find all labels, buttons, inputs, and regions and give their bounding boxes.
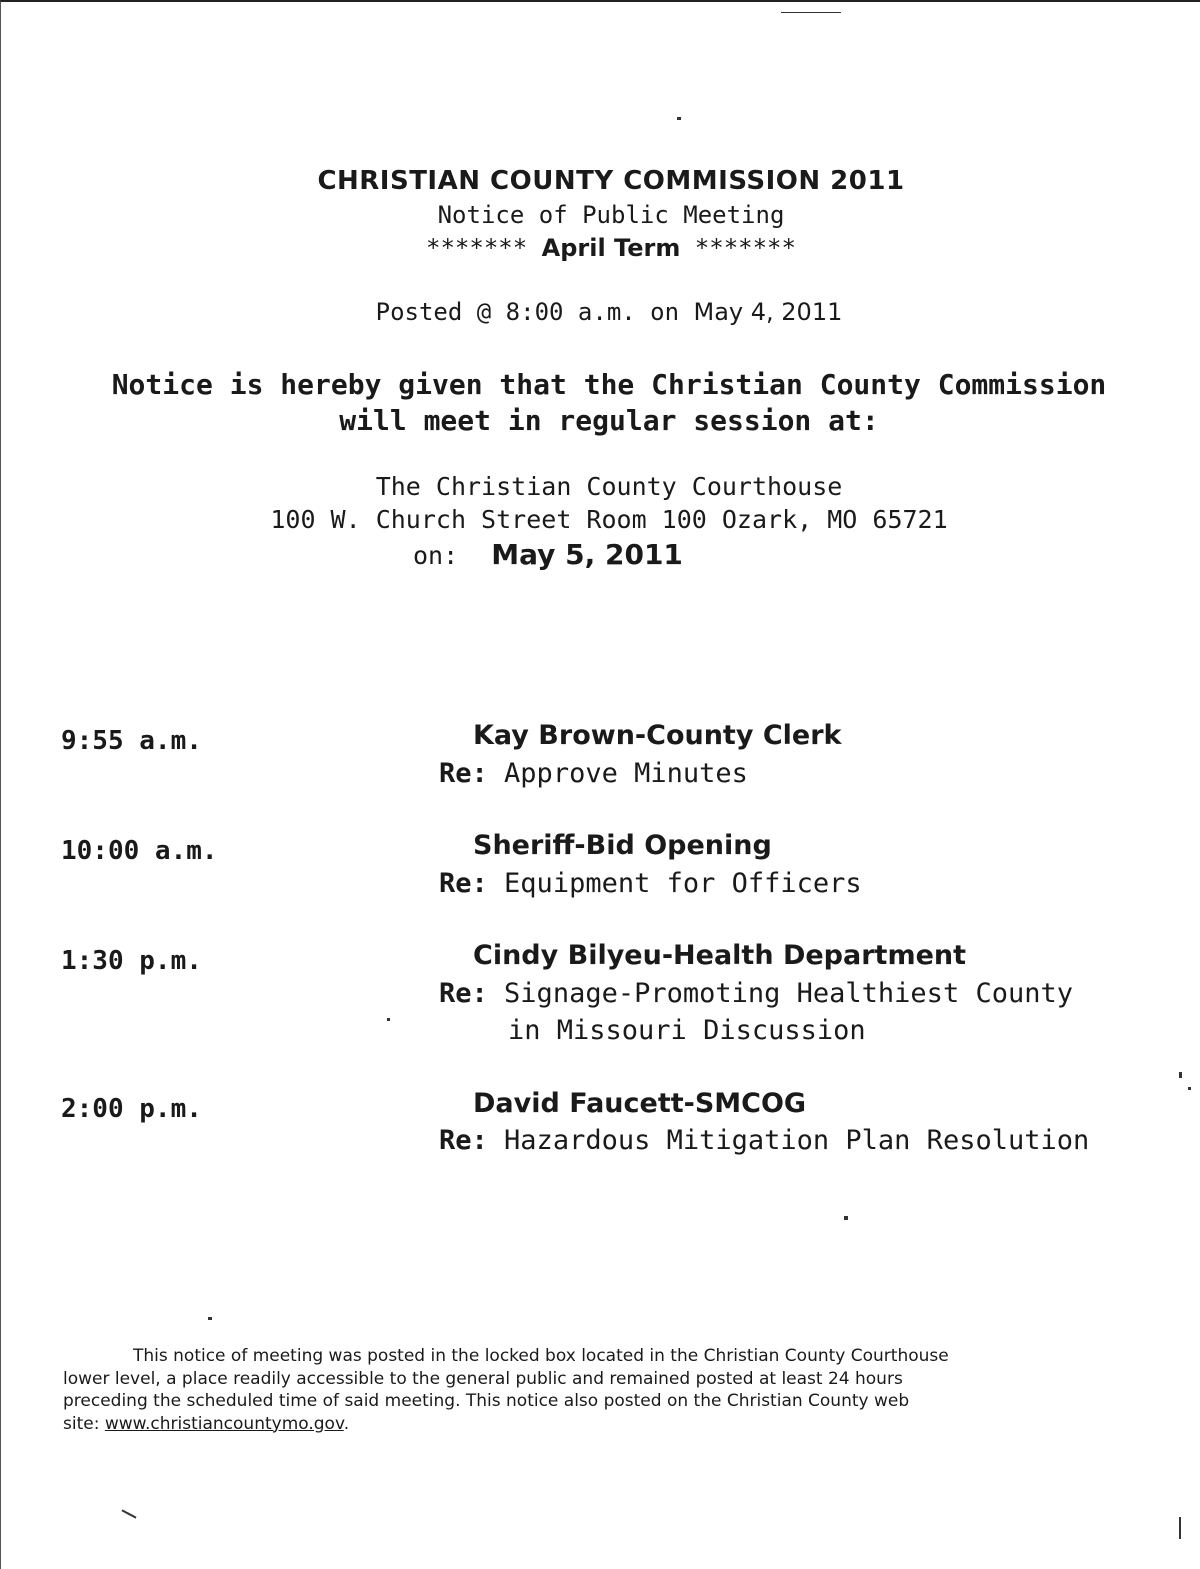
- footer-period: .: [343, 1413, 350, 1434]
- scan-speck: [844, 1216, 848, 1220]
- location-address: 100 W. Church Street Room 100 Ozark, MO 65721: [270, 505, 948, 534]
- stars-left: *******: [426, 234, 528, 262]
- re-label: Re:: [439, 868, 488, 899]
- posted-date: May 4, 2011: [693, 298, 843, 326]
- footer-line: [63, 1413, 1153, 1436]
- re-label: Re:: [439, 758, 488, 789]
- agenda-subject: [439, 758, 748, 789]
- meeting-date-line: [413, 538, 683, 571]
- posting-notice: [63, 1345, 1153, 1435]
- agenda-subject: [439, 868, 862, 899]
- agenda-time: 9:55 a.m.: [61, 726, 202, 756]
- scan-speck: [677, 117, 681, 120]
- scan-speck: [208, 1317, 212, 1320]
- agenda-subject-continued: in Missouri Discussion: [508, 1015, 866, 1046]
- website-link[interactable]: www.christiancountymo.gov: [104, 1413, 344, 1434]
- notice-line-1: Notice is hereby given that the Christian County Commission: [111, 368, 1107, 401]
- agenda-presenter: David Faucett-SMCOG: [473, 1088, 807, 1119]
- posted-line: [9, 298, 1200, 326]
- on-label: on:: [413, 541, 459, 570]
- scan-speck: [121, 1509, 136, 1518]
- agenda-time: 10:00 a.m.: [61, 836, 218, 866]
- agenda-time: 2:00 p.m.: [61, 1094, 202, 1124]
- scan-speck: [781, 12, 841, 13]
- location-name: The Christian County Courthouse: [375, 472, 843, 501]
- agenda-subject: [439, 1125, 1089, 1156]
- agenda-presenter: Cindy Bilyeu-Health Department: [473, 940, 967, 971]
- scan-speck: [387, 1018, 390, 1021]
- subject-text: Equipment for Officers: [504, 868, 862, 899]
- posted-prefix: Posted @ 8:00 a.m. on: [375, 298, 680, 326]
- notice-subtitle: Notice of Public Meeting: [437, 201, 785, 229]
- subject-text: Signage-Promoting Healthiest County: [504, 978, 1073, 1009]
- site-label: site:: [63, 1413, 100, 1434]
- scan-speck: [1188, 1087, 1191, 1090]
- agenda-presenter: Sheriff-Bid Opening: [473, 830, 772, 861]
- subject-text: Hazardous Mitigation Plan Resolution: [504, 1125, 1090, 1156]
- term-line: [11, 234, 1200, 262]
- agenda-time: 1:30 p.m.: [61, 946, 202, 976]
- agenda-presenter: Kay Brown-County Clerk: [473, 720, 842, 751]
- meeting-date: May 5, 2011: [491, 538, 683, 571]
- agenda-subject: [439, 978, 1073, 1009]
- scan-speck: [1179, 1517, 1181, 1539]
- footer-line: lower level, a place readily accessible to the general public and remained posted at least 24 hours: [63, 1368, 903, 1389]
- page-title: CHRISTIAN COUNTY COMMISSION 2011: [317, 166, 905, 196]
- subject-text: Approve Minutes: [504, 758, 748, 789]
- term-label: April Term: [541, 234, 681, 262]
- scan-speck: [1179, 1072, 1182, 1078]
- footer-line: This notice of meeting was posted in the locked box located in the Christian County Courthouse: [133, 1346, 949, 1366]
- re-label: Re:: [439, 1125, 488, 1156]
- notice-line-2: will meet in regular session at:: [339, 404, 879, 437]
- footer-line: preceding the scheduled time of said meeting. This notice also posted on the Christian County web: [63, 1391, 910, 1411]
- stars-right: *******: [694, 234, 796, 262]
- re-label: Re:: [439, 978, 488, 1009]
